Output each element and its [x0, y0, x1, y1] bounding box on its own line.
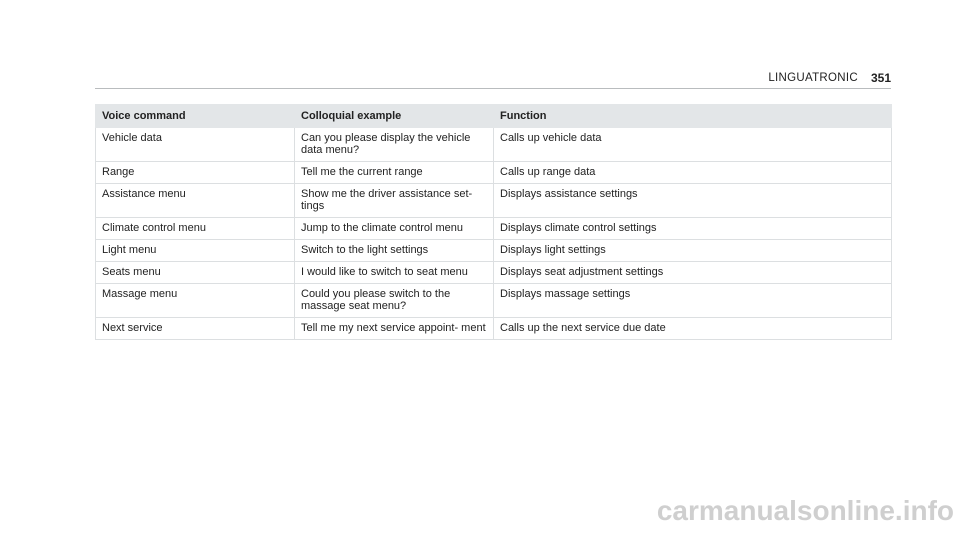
- voice-command-cell: Range: [96, 162, 295, 184]
- watermark-link[interactable]: carmanualsonline.info: [656, 495, 954, 526]
- colloquial-example-cell: Switch to the light settings: [295, 240, 494, 262]
- table-row: [96, 184, 892, 218]
- colloquial-example-cell: Show me the driver assistance set- tings: [295, 184, 494, 218]
- colloquial-example-cell: Tell me my next service appoint- ment: [295, 318, 494, 340]
- colloquial-example-cell: Can you please display the vehicle data menu?: [295, 128, 494, 162]
- voice-command-table: [95, 104, 892, 340]
- table-row: [96, 240, 892, 262]
- voice-command-cell: Assistance menu: [96, 184, 295, 218]
- function-cell: Displays light settings: [494, 240, 892, 262]
- voice-command-cell: Light menu: [96, 240, 295, 262]
- function-cell: Calls up vehicle data: [494, 128, 892, 162]
- voice-command-cell: Climate control menu: [96, 218, 295, 240]
- colloquial-example-cell: Tell me the current range: [295, 162, 494, 184]
- colloquial-example-cell: Jump to the climate control menu: [295, 218, 494, 240]
- column-header-colloquial-example: Colloquial example: [295, 105, 494, 128]
- function-cell: Calls up range data: [494, 162, 892, 184]
- table-row: [96, 162, 892, 184]
- table-row: [96, 218, 892, 240]
- table-row: [96, 284, 892, 318]
- colloquial-example-cell: Could you please switch to the massage seat menu?: [295, 284, 494, 318]
- table-row: [96, 318, 892, 340]
- table-row: [96, 262, 892, 284]
- function-cell: Displays massage settings: [494, 284, 892, 318]
- voice-command-cell: Next service: [96, 318, 295, 340]
- voice-command-cell: Vehicle data: [96, 128, 295, 162]
- voice-command-cell: Massage menu: [96, 284, 295, 318]
- column-header-function: Function: [494, 105, 892, 128]
- page-header: [95, 64, 891, 89]
- function-cell: Displays seat adjustment settings: [494, 262, 892, 284]
- column-header-voice-command: Voice command: [96, 105, 295, 128]
- function-cell: Displays climate control settings: [494, 218, 892, 240]
- function-cell: Calls up the next service due date: [494, 318, 892, 340]
- page-number: 351: [870, 71, 891, 85]
- table-row: [96, 128, 892, 162]
- function-cell: Displays assistance settings: [494, 184, 892, 218]
- section-title: LINGUATRONIC: [768, 72, 858, 84]
- colloquial-example-cell: I would like to switch to seat menu: [295, 262, 494, 284]
- table-header-row: [96, 105, 892, 128]
- voice-command-cell: Seats menu: [96, 262, 295, 284]
